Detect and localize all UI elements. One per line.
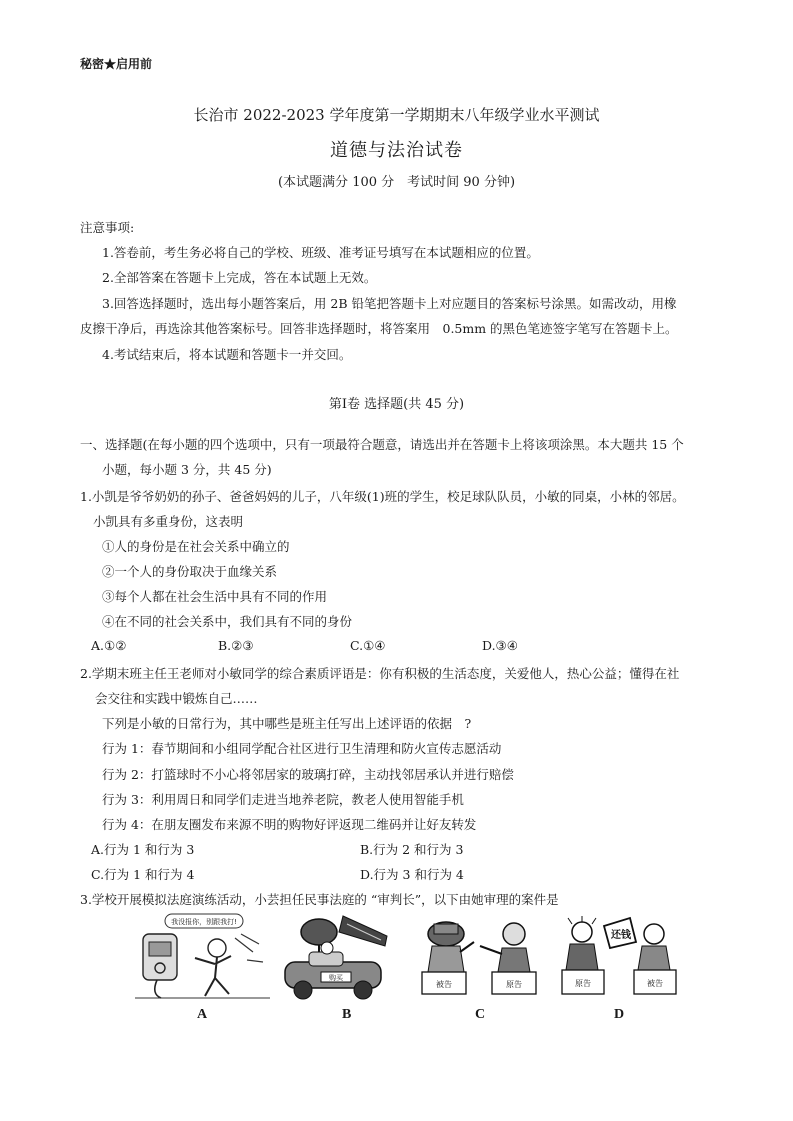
cartoon-a-image: [135, 912, 270, 1002]
q2-option-b: B.行为 2 和行为 3: [360, 842, 464, 857]
note-2: 2.全部答案在答题卡上完成，答在本试题上无效。: [102, 270, 377, 285]
cartoon-c-image: [414, 912, 548, 1002]
cartoon-d-caption: D: [614, 1007, 625, 1022]
section-instructions: 一、选择题(在每小题的四个选项中，只有一项最符合题意，请选出并在答题卡上将该项涂黑。本大题共 15 个: [80, 437, 684, 452]
cartoon-c-right-plate: 原告: [506, 980, 522, 989]
q1-stem: 1.小凯是爷爷奶奶的孙子、爸爸妈妈的儿子，八年级(1)班的学生，校足球队队员，小敏的同桌，小林的邻居。: [80, 489, 685, 504]
exam-info: (本试题满分 100 分 考试时间 90 分钟): [277, 175, 516, 190]
cartoon-d-right-plate: 被告: [647, 979, 663, 988]
cartoon-a-bubble-text: 我没报你，别跟我打!: [171, 918, 237, 926]
q2-question: 下列是小敏的日常行为，其中哪些是班主任写出上述评语的依据 ?: [102, 716, 472, 731]
cartoon-b-image: [277, 912, 395, 1002]
q2-behavior-3: 行为 3：利用周日和同学们走进当地养老院，教老人使用智能手机: [102, 792, 464, 807]
subject-title: 道德与法治试卷: [330, 140, 463, 161]
q2-option-a: A.行为 1 和行为 3: [91, 842, 195, 857]
cartoon-b-caption: B: [342, 1007, 352, 1022]
q2-behavior-4: 行为 4：在朋友圈发布来源不明的购物好评返现二维码并让好友转发: [102, 817, 477, 832]
q2-option-c: C.行为 1 和行为 4: [91, 867, 195, 882]
note-3-cont: 皮擦干净后，再选涂其他答案标号。回答非选择题时，将答案用 0.5mm 的黑色笔迹签字笔写在答题卡上。: [80, 321, 678, 336]
q1-option-b: B.②③: [218, 638, 254, 653]
note-1: 1.答卷前，考生务必将自己的学校、班级、准考证号填写在本试题相应的位置。: [102, 245, 539, 260]
cartoon-c-caption: C: [475, 1007, 486, 1022]
q1-option-c: C.①④: [350, 638, 386, 653]
cartoon-c-left-plate: 被告: [436, 980, 452, 989]
exam-title: 长治市 2022-2023 学年度第一学期期末八年级学业水平测试: [193, 106, 600, 124]
q1-statement-3: ③每个人都在社会生活中具有不同的作用: [102, 589, 328, 604]
q2-behavior-1: 行为 1：春节期间和小组同学配合社区进行卫生清理和防火宣传志愿活动: [102, 741, 502, 756]
section-title: 第Ⅰ卷 选择题(共 45 分): [328, 397, 465, 412]
note-4: 4.考试结束后，将本试题和答题卡一并交回。: [102, 347, 352, 362]
cartoon-d-bubble: 还钱: [611, 930, 631, 941]
section-instructions-cont: 小题，每小题 3 分，共 45 分): [102, 462, 272, 477]
q1-statement-1: ①人的身份是在社会关系中确立的: [102, 539, 290, 554]
q2-behavior-2: 行为 2：打篮球时不小心将邻居家的玻璃打碎，主动找邻居承认并进行赔偿: [102, 767, 514, 782]
cartoon-d-image: [558, 912, 680, 1002]
q1-statement-4: ④在不同的社会关系中，我们具有不同的身份: [102, 614, 353, 629]
cartoon-d-left-plate: 原告: [575, 979, 591, 988]
q2-stem-cont: 会交往和实践中锻炼自己……: [95, 691, 258, 706]
notes-heading: 注意事项:: [80, 220, 135, 235]
q2-option-d: D.行为 3 和行为 4: [360, 867, 464, 882]
q1-statement-2: ②一个人的身份取决于血缘关系: [102, 564, 278, 579]
q1-option-d: D.③④: [482, 638, 518, 653]
confidential-label: 秘密★启用前: [80, 57, 153, 71]
q3-stem: 3.学校开展模拟法庭演练活动，小芸担任民事法庭的 “审判长”，以下由她审理的案件是: [80, 892, 559, 907]
q2-stem: 2.学期末班主任王老师对小敏同学的综合素质评语是：你有积极的生活态度，关爱他人，热心公益；懂得在社: [80, 666, 680, 681]
q1-option-a: A.①②: [91, 638, 127, 653]
note-3: 3.回答选择题时，选出每小题答案后，用 2B 铅笔把答题卡上对应题目的答案标号涂黑。如需改动，用橡: [102, 296, 677, 311]
cartoon-a-caption: A: [197, 1007, 208, 1022]
cartoon-b-plate-text: 购买: [329, 974, 343, 982]
q1-stem-cont: 小凯具有多重身份，这表明: [93, 514, 244, 529]
